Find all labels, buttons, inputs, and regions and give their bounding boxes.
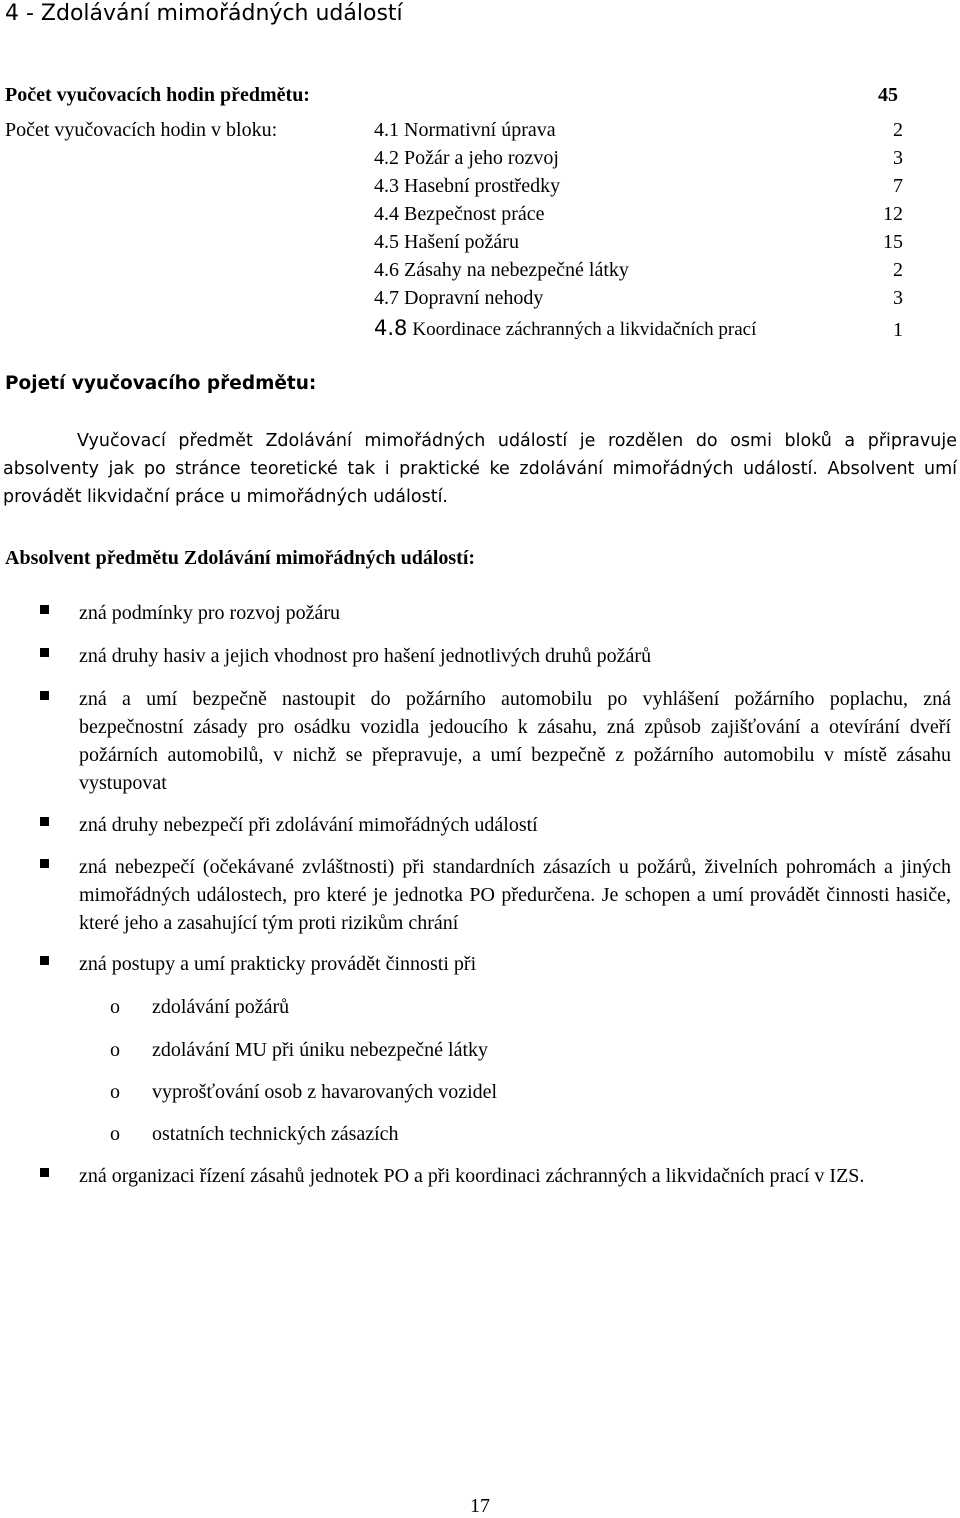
subject-hours-label: Počet vyučovacích hodin předmětu: bbox=[5, 84, 310, 106]
block-name: 4.2 Požár a jeho rozvoj bbox=[374, 147, 559, 169]
section-heading: Pojetí vyučovacího předmětu: bbox=[5, 373, 317, 394]
sub-list-item: ostatních technických zásazích bbox=[152, 1123, 399, 1145]
block-name: 4.4 Bezpečnost práce bbox=[374, 203, 545, 225]
block-name: 4.7 Dopravní nehody bbox=[374, 287, 544, 309]
block-hours: 7 bbox=[893, 175, 903, 197]
block-hours: 3 bbox=[893, 287, 903, 309]
page-title: 4 - Zdolávání mimořádných událostí bbox=[5, 1, 403, 26]
list-item: zná organizaci řízení zásahů jednotek PO a při koordinaci záchranných a likvidačních prací v IZS. bbox=[79, 1165, 865, 1187]
sub-list-item: zdolávání požárů bbox=[152, 996, 290, 1018]
sub-list-item: zdolávání MU při úniku nebezpečné látky bbox=[152, 1039, 488, 1061]
section-heading: Absolvent předmětu Zdolávání mimořádných událostí: bbox=[5, 547, 476, 569]
block-title: Koordinace záchranných a likvidačních prací bbox=[412, 319, 757, 340]
block-name: 4.5 Hašení požáru bbox=[374, 231, 519, 253]
sub-bullet-icon: o bbox=[110, 1039, 120, 1061]
bullet-icon bbox=[40, 605, 49, 614]
sub-list-item: vyprošťování osob z havarovaných vozidel bbox=[152, 1081, 498, 1103]
list-item: zná nebezpečí (očekávané zvláštnosti) při standardních zásazích u požárů, živelních pohromách a jiných mimořádných událostech, pro které je jednotka PO předurčena. Je schopen a umí provádět činnosti hasiče, které jeho a zasahující tým proti rizikům chrání bbox=[79, 856, 951, 934]
concept-paragraph bbox=[3, 427, 957, 511]
bullet-icon bbox=[40, 817, 49, 826]
block-hours: 2 bbox=[893, 259, 903, 281]
block-hours: 12 bbox=[883, 203, 903, 225]
bullet-icon bbox=[40, 691, 49, 700]
block-hours: 3 bbox=[893, 147, 903, 169]
bullet-icon bbox=[40, 956, 49, 965]
block-name bbox=[374, 316, 756, 342]
block-hours: 1 bbox=[893, 319, 903, 341]
block-name: 4.6 Zásahy na nebezpečné látky bbox=[374, 259, 629, 281]
block-name: 4.3 Hasební prostředky bbox=[374, 175, 561, 197]
page-number: 17 bbox=[470, 1495, 490, 1517]
sub-bullet-icon: o bbox=[110, 1081, 120, 1103]
list-item: zná postupy a umí prakticky provádět činnosti při bbox=[79, 953, 477, 975]
list-item: zná druhy nebezpečí při zdolávání mimořádných událostí bbox=[79, 814, 538, 836]
list-item: zná podmínky pro rozvoj požáru bbox=[79, 602, 341, 624]
list-item: zná a umí bezpečně nastoupit do požárního automobilu po vyhlášení požárního poplachu, zná bezpečnostní zásady pro osádku vozidla jedoucího k zásahu, zná způsob zajišťování a otevírání dveří požárních automobilů, v nichž se přepravuje, a umí bezpečně z požárního automobilu v místě zásahu vystupovat bbox=[79, 688, 951, 794]
bullet-icon bbox=[40, 648, 49, 657]
concept-paragraph-text: Vyučovací předmět Zdolávání mimořádných událostí je rozdělen do osmi bloků a připravuje absolventy jak po stránce teoretické tak i praktické ke zdolávání mimořádných událostí. Absolvent umí provádět likvidační práce u mimořádných událostí. bbox=[3, 431, 957, 507]
block-number: 4.8 bbox=[374, 316, 408, 340]
bullet-icon bbox=[40, 859, 49, 868]
block-hours-label: Počet vyučovacích hodin v bloku: bbox=[5, 119, 278, 141]
list-item: zná druhy hasiv a jejich vhodnost pro hašení jednotlivých druhů požárů bbox=[79, 645, 652, 667]
bullet-icon bbox=[40, 1168, 49, 1177]
block-hours: 15 bbox=[883, 231, 903, 253]
block-name: 4.1 Normativní úprava bbox=[374, 119, 556, 141]
subject-hours-value: 45 bbox=[878, 84, 898, 106]
block-hours: 2 bbox=[893, 119, 903, 141]
sub-bullet-icon: o bbox=[110, 1123, 120, 1145]
sub-bullet-icon: o bbox=[110, 996, 120, 1018]
